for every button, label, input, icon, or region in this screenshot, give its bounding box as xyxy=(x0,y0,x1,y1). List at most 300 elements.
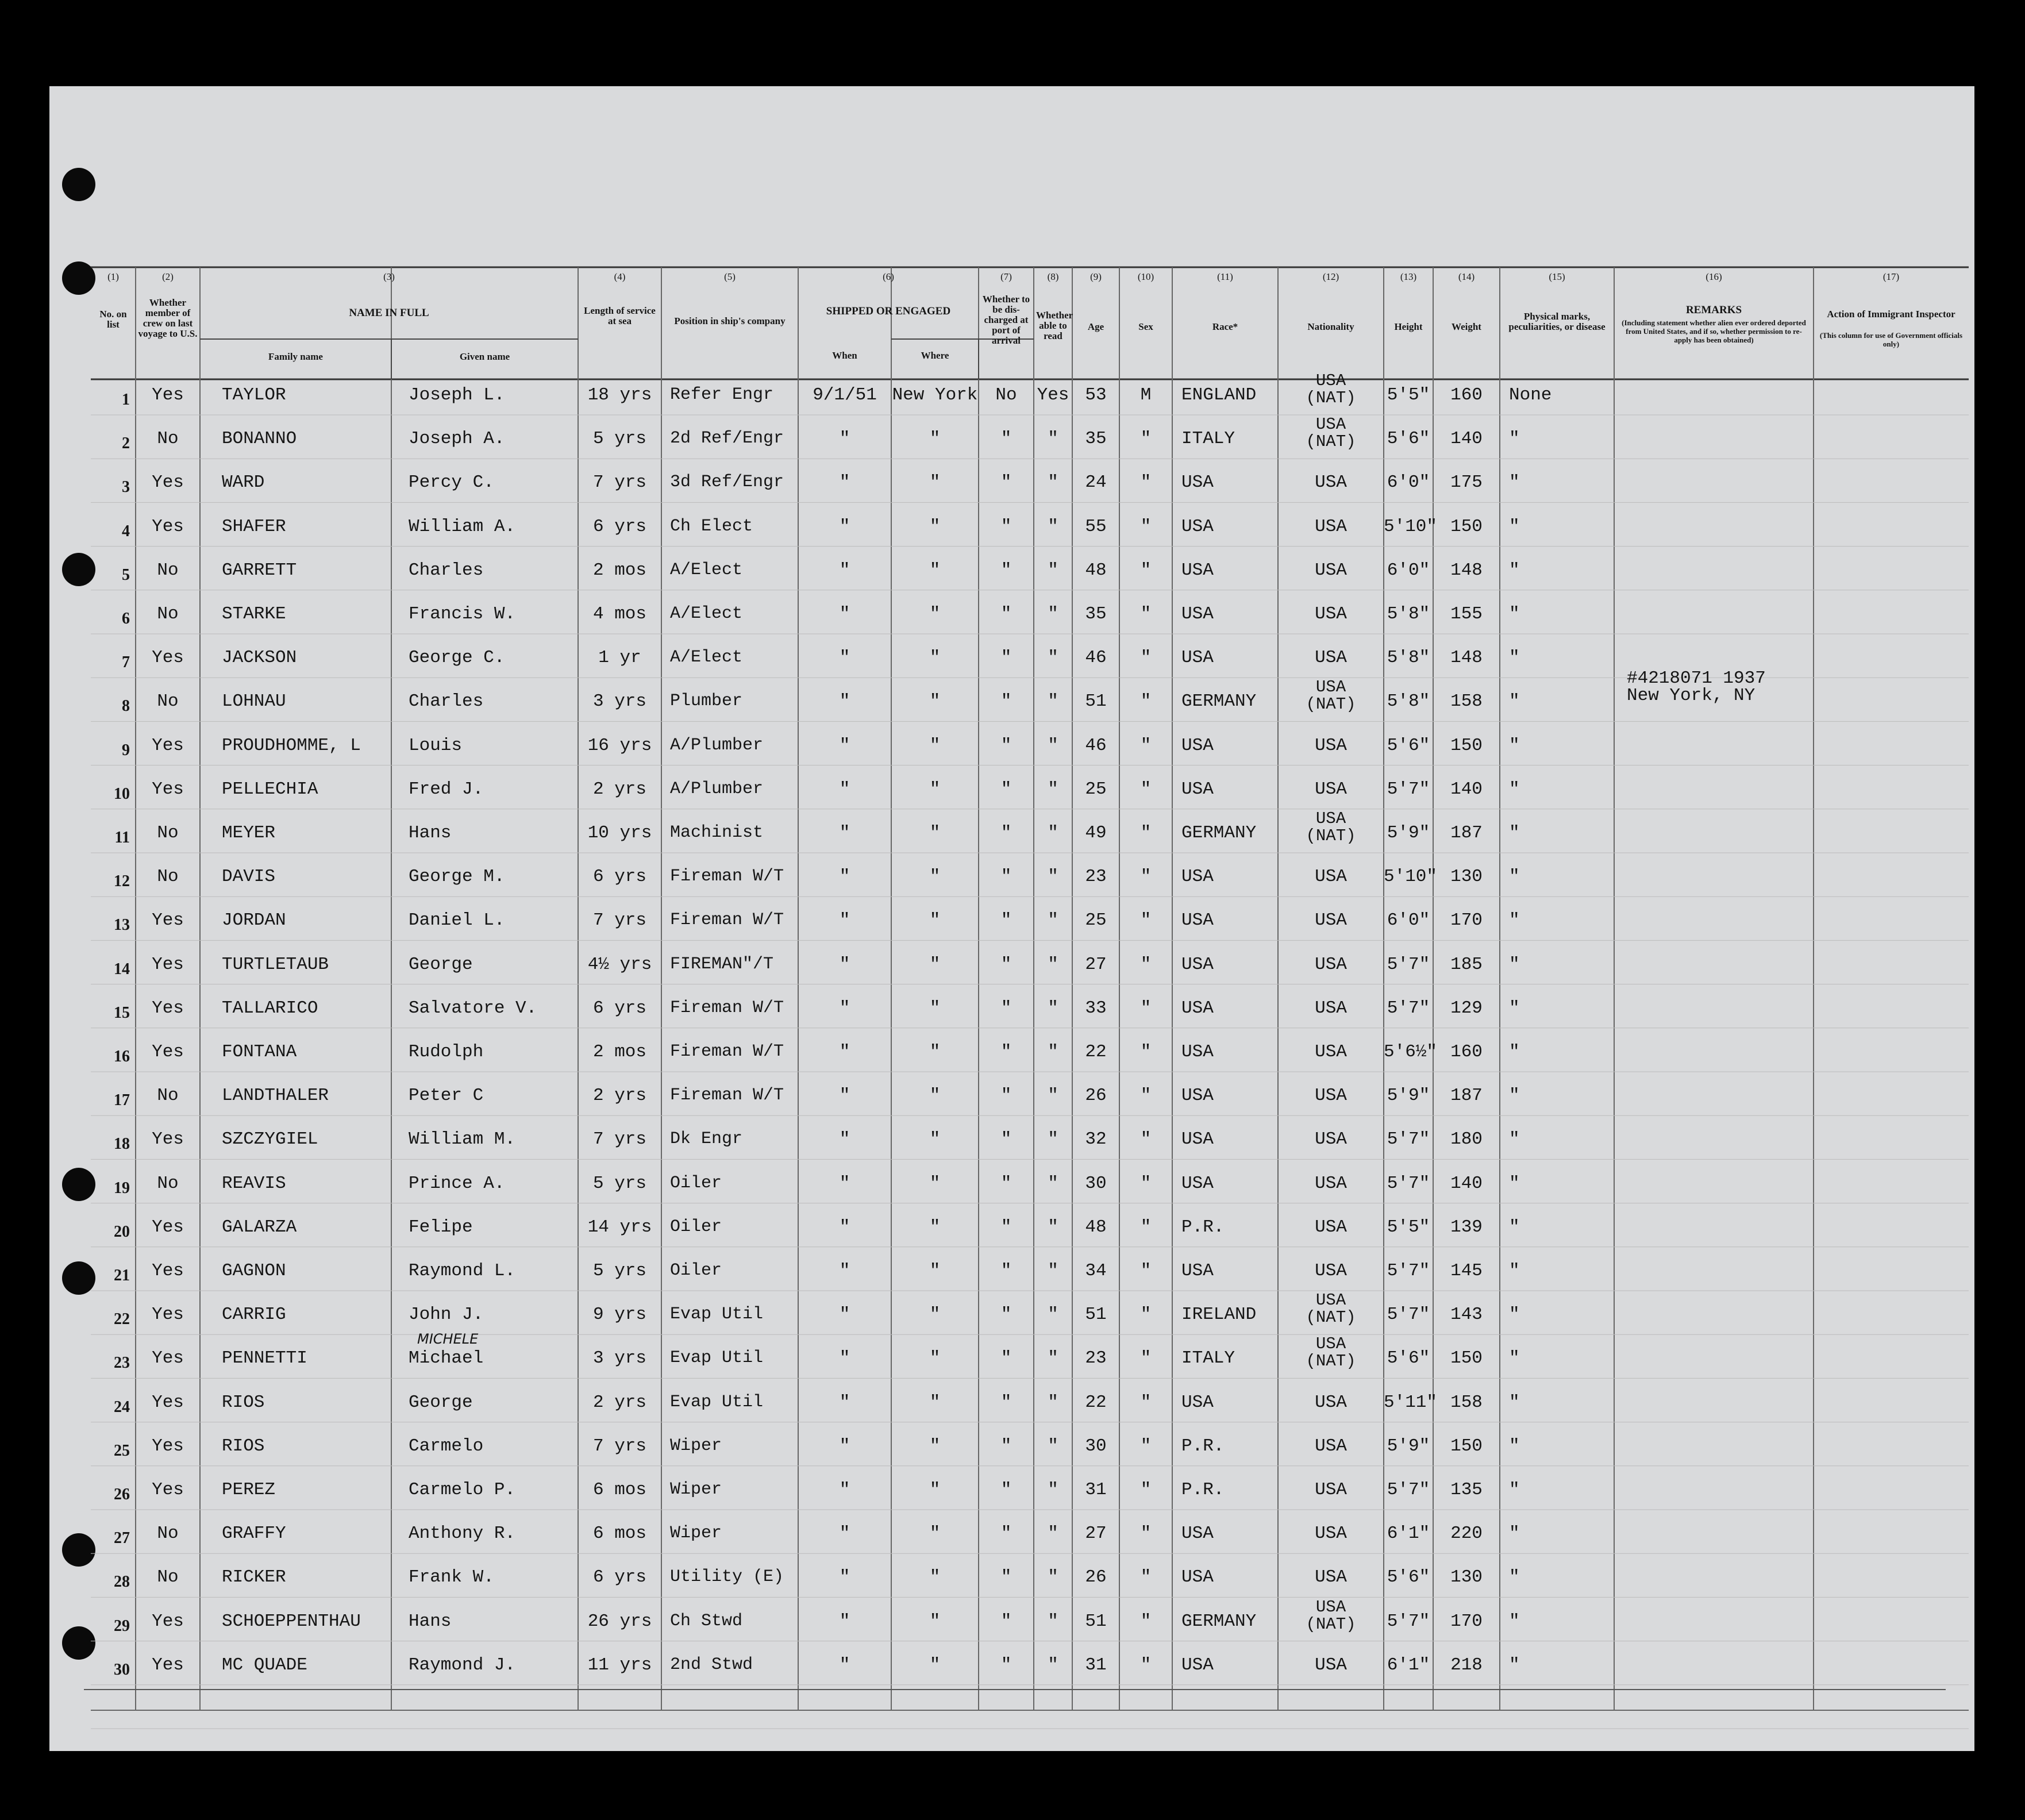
height: 6'0" xyxy=(1387,472,1430,493)
sex: " xyxy=(1140,1392,1152,1413)
shipped-where: " xyxy=(929,1611,941,1632)
nationality: USA xyxy=(1315,1173,1347,1194)
height: 5'9" xyxy=(1387,1436,1430,1456)
able-to-read: Yes xyxy=(1037,385,1069,405)
last-voyage: Yes xyxy=(152,998,184,1018)
able-to-read: " xyxy=(1048,1436,1058,1456)
nationality: USA xyxy=(1315,1523,1347,1544)
age: 22 xyxy=(1085,1392,1107,1413)
position: Evap Util xyxy=(670,1392,764,1412)
given-name: Hans xyxy=(409,1611,452,1632)
position: A/Elect xyxy=(670,648,743,668)
able-to-read: " xyxy=(1048,604,1058,624)
race: ENGLAND xyxy=(1181,385,1257,405)
given-name: John J. xyxy=(409,1305,484,1325)
able-to-read: " xyxy=(1048,1348,1058,1369)
physical-marks: " xyxy=(1509,1086,1520,1106)
shipped-where: New York xyxy=(892,385,978,405)
physical-marks: " xyxy=(1509,560,1520,580)
nationality: USA xyxy=(1315,648,1347,668)
service-length: 2 mos xyxy=(592,560,646,580)
discharged: " xyxy=(1000,954,1012,975)
family-name: TAYLOR xyxy=(222,385,286,405)
weight: 187 xyxy=(1450,823,1483,843)
family-name: FONTANA xyxy=(222,1042,297,1062)
header-given-name: Given name xyxy=(459,351,510,362)
race: USA xyxy=(1181,1523,1214,1544)
age: 24 xyxy=(1085,472,1107,493)
shipped-when: " xyxy=(839,691,850,712)
family-name: MC QUADE xyxy=(222,1654,307,1675)
physical-marks: " xyxy=(1509,1129,1520,1150)
weight: 143 xyxy=(1450,1305,1483,1325)
row-number: 9 xyxy=(122,741,130,759)
family-name: LOHNAU xyxy=(222,691,286,712)
shipped-when: " xyxy=(839,1261,850,1281)
sex: " xyxy=(1140,1086,1152,1106)
given-name: Francis W. xyxy=(409,604,516,624)
row-number: 20 xyxy=(114,1222,130,1241)
last-voyage: No xyxy=(157,823,179,843)
shipped-where: " xyxy=(929,998,941,1018)
able-to-read: " xyxy=(1048,648,1058,668)
last-voyage: No xyxy=(157,1173,179,1194)
height: 5'9" xyxy=(1387,1086,1430,1106)
shipped-when: " xyxy=(839,1042,850,1062)
weight: 170 xyxy=(1450,910,1483,931)
shipped-when: " xyxy=(839,735,850,756)
nationality: USA xyxy=(1315,1042,1347,1062)
given-name: Carmelo P. xyxy=(409,1480,516,1500)
height: 5'11" xyxy=(1384,1392,1438,1413)
height: 6'1" xyxy=(1387,1654,1430,1675)
able-to-read: " xyxy=(1048,867,1058,887)
height: 5'5" xyxy=(1387,385,1430,405)
race: USA xyxy=(1181,1086,1214,1106)
given-name: Michael xyxy=(409,1348,484,1369)
row-number: 18 xyxy=(114,1135,130,1153)
given-name: Joseph A. xyxy=(409,429,505,449)
race: USA xyxy=(1181,1261,1214,1281)
position: A/Elect xyxy=(670,560,743,580)
position: 2nd Stwd xyxy=(670,1654,753,1675)
shipped-when: " xyxy=(839,1305,850,1325)
shipped-when: " xyxy=(839,472,850,493)
given-name: George M. xyxy=(409,867,505,887)
sex: " xyxy=(1140,1173,1152,1194)
header-c3: NAME IN FULL xyxy=(349,307,429,319)
weight: 160 xyxy=(1450,385,1483,405)
family-name: BONANNO xyxy=(222,429,297,449)
sex: " xyxy=(1140,1217,1152,1237)
nationality: USA xyxy=(1315,1291,1346,1310)
nationality: USA xyxy=(1315,1086,1347,1106)
family-name: GARRETT xyxy=(222,560,297,580)
given-name: Daniel L. xyxy=(409,910,505,931)
physical-marks: " xyxy=(1509,1611,1520,1632)
weight: 170 xyxy=(1450,1611,1483,1632)
row-number: 15 xyxy=(114,1003,130,1022)
discharged: " xyxy=(1000,516,1012,537)
row-number: 7 xyxy=(122,653,130,672)
physical-marks: " xyxy=(1509,998,1520,1018)
discharged: " xyxy=(1000,910,1012,931)
shipped-where: " xyxy=(929,1261,941,1281)
physical-marks: " xyxy=(1509,516,1520,537)
nationality: USA xyxy=(1315,604,1347,624)
shipped-where: " xyxy=(929,1086,941,1106)
row-number: 8 xyxy=(122,697,130,715)
nationality: USA xyxy=(1315,1597,1346,1617)
race: USA xyxy=(1181,779,1214,799)
position: Fireman W/T xyxy=(670,1086,784,1106)
position: Evap Util xyxy=(670,1348,764,1368)
sex: " xyxy=(1140,823,1152,843)
remarks-line-1: #4218071 1937 xyxy=(1627,668,1766,689)
discharged: " xyxy=(1000,560,1012,580)
sex: " xyxy=(1140,867,1152,887)
race: USA xyxy=(1181,1392,1214,1413)
height: 5'6" xyxy=(1387,1348,1430,1369)
race: USA xyxy=(1181,472,1214,493)
last-voyage: Yes xyxy=(152,1129,184,1150)
last-voyage: Yes xyxy=(152,1348,184,1369)
service-length: 7 yrs xyxy=(592,472,646,493)
shipped-where: " xyxy=(929,1129,941,1150)
shipped-where: " xyxy=(929,1654,941,1675)
header-c10: Sex xyxy=(1138,321,1153,332)
shipped-when: " xyxy=(839,1129,850,1150)
age: 30 xyxy=(1085,1436,1107,1456)
race: USA xyxy=(1181,516,1214,537)
service-length: 26 yrs xyxy=(587,1611,652,1632)
physical-marks: " xyxy=(1509,1217,1520,1237)
position: A/Plumber xyxy=(670,735,764,755)
weight: 130 xyxy=(1450,1567,1483,1588)
sex: " xyxy=(1140,1129,1152,1150)
age: 31 xyxy=(1085,1480,1107,1500)
sex: " xyxy=(1140,1611,1152,1632)
nationality: USA xyxy=(1315,1129,1347,1150)
header-number-c11: (11) xyxy=(1217,271,1233,282)
position: Fireman W/T xyxy=(670,910,784,930)
able-to-read: " xyxy=(1048,1086,1058,1106)
shipped-when: 9/1/51 xyxy=(813,385,877,405)
shipped-when: " xyxy=(839,1523,850,1544)
service-length: 9 yrs xyxy=(592,1305,646,1325)
discharged: " xyxy=(1000,1305,1012,1325)
height: 5'8" xyxy=(1387,648,1430,668)
family-name: JACKSON xyxy=(222,648,297,668)
height: 5'6" xyxy=(1387,429,1430,449)
nationality: USA xyxy=(1315,560,1347,580)
discharged: " xyxy=(1000,1654,1012,1675)
family-name: JORDAN xyxy=(222,910,286,931)
shipped-when: " xyxy=(839,1173,850,1194)
row-number: 30 xyxy=(114,1660,130,1679)
discharged: " xyxy=(1000,1129,1012,1150)
row-number: 21 xyxy=(114,1267,130,1284)
given-name: Charles xyxy=(409,691,484,712)
last-voyage: Yes xyxy=(152,1392,184,1413)
sex: " xyxy=(1140,472,1152,493)
last-voyage: Yes xyxy=(152,910,184,931)
able-to-read: " xyxy=(1048,735,1058,756)
age: 49 xyxy=(1085,823,1107,843)
header-c2: Whether member of crew on last voyage to U.S. xyxy=(138,297,198,339)
header-when: When xyxy=(832,350,857,361)
service-length: 5 yrs xyxy=(592,429,646,449)
able-to-read: " xyxy=(1048,1611,1058,1632)
shipped-where: " xyxy=(929,1523,941,1544)
header-number-c3: (3) xyxy=(383,271,395,282)
last-voyage: No xyxy=(157,604,179,624)
last-voyage: Yes xyxy=(152,779,184,799)
height: 5'7" xyxy=(1387,1480,1430,1500)
able-to-read: " xyxy=(1048,823,1058,843)
shipped-where: " xyxy=(929,1480,941,1500)
shipped-where: " xyxy=(929,910,941,931)
given-name: Frank W. xyxy=(409,1567,494,1588)
physical-marks: " xyxy=(1509,867,1520,887)
family-name: REAVIS xyxy=(222,1173,286,1194)
position: Utility (E) xyxy=(670,1567,784,1587)
physical-marks: " xyxy=(1509,472,1520,493)
shipped-where: " xyxy=(929,691,941,712)
row-number: 12 xyxy=(114,872,130,891)
sex: " xyxy=(1140,516,1152,537)
physical-marks: " xyxy=(1509,735,1520,756)
physical-marks: " xyxy=(1509,910,1520,931)
weight: 187 xyxy=(1450,1086,1483,1106)
shipped-where: " xyxy=(929,1567,941,1588)
weight: 135 xyxy=(1450,1480,1483,1500)
race: GERMANY xyxy=(1181,1611,1257,1632)
discharged: " xyxy=(1000,691,1012,712)
sex: " xyxy=(1140,429,1152,449)
header-where: Where xyxy=(921,350,949,361)
nationality: USA xyxy=(1315,998,1347,1018)
shipped-where: " xyxy=(929,867,941,887)
service-length: 6 mos xyxy=(592,1523,646,1544)
family-name: CARRIG xyxy=(222,1305,286,1325)
last-voyage: No xyxy=(157,1523,179,1544)
race: USA xyxy=(1181,1129,1214,1150)
age: 48 xyxy=(1085,560,1107,580)
physical-marks: " xyxy=(1509,1173,1520,1194)
shipped-where: " xyxy=(929,648,941,668)
able-to-read: " xyxy=(1048,1654,1058,1675)
header-number-c12: (12) xyxy=(1322,271,1339,282)
race: USA xyxy=(1181,954,1214,975)
discharged: " xyxy=(1000,998,1012,1018)
nationality: USA xyxy=(1315,1654,1347,1675)
header-number-c5: (5) xyxy=(724,271,736,282)
age: 51 xyxy=(1085,1305,1107,1325)
service-length: 2 yrs xyxy=(592,1086,646,1106)
weight: 148 xyxy=(1450,560,1483,580)
nationality: USA xyxy=(1315,910,1347,931)
given-name: George C. xyxy=(409,648,505,668)
nationality-status: (NAT) xyxy=(1306,1352,1356,1371)
last-voyage: Yes xyxy=(152,1042,184,1062)
height: 5'6½" xyxy=(1384,1042,1438,1062)
given-name: Rudolph xyxy=(409,1042,484,1062)
able-to-read: " xyxy=(1048,1042,1058,1062)
discharged: " xyxy=(1000,472,1012,493)
discharged: " xyxy=(1000,867,1012,887)
shipped-where: " xyxy=(929,735,941,756)
nationality: USA xyxy=(1315,954,1347,975)
shipped-where: " xyxy=(929,1348,941,1369)
weight: 185 xyxy=(1450,954,1483,975)
sex: " xyxy=(1140,648,1152,668)
physical-marks: " xyxy=(1509,1436,1520,1456)
given-name: Raymond J. xyxy=(409,1654,516,1675)
row-number: 27 xyxy=(114,1529,130,1548)
row-number: 17 xyxy=(114,1091,130,1110)
age: 23 xyxy=(1085,867,1107,887)
physical-marks: " xyxy=(1509,779,1520,799)
row-number: 14 xyxy=(114,960,130,978)
physical-marks: " xyxy=(1509,429,1520,449)
race: USA xyxy=(1181,1654,1214,1675)
row-number: 23 xyxy=(114,1354,130,1372)
age: 27 xyxy=(1085,1523,1107,1544)
nationality: USA xyxy=(1315,1480,1347,1500)
race: USA xyxy=(1181,910,1214,931)
physical-marks: " xyxy=(1509,691,1520,712)
position: Ch Elect xyxy=(670,516,753,536)
header-remarks-sub: (Including statement whether alien ever ordered deported from United States, and if so, whether permission to re-apply has been obtained) xyxy=(1622,318,1806,344)
height: 5'7" xyxy=(1387,1305,1430,1325)
age: 48 xyxy=(1085,1217,1107,1237)
family-name: GRAFFY xyxy=(222,1523,286,1544)
race: ITALY xyxy=(1181,1348,1235,1369)
shipped-when: " xyxy=(839,998,850,1018)
position: Ch Stwd xyxy=(670,1611,743,1631)
race: USA xyxy=(1181,560,1214,580)
physical-marks: " xyxy=(1509,648,1520,668)
position: Wiper xyxy=(670,1480,722,1499)
row-number: 24 xyxy=(114,1398,130,1416)
family-name: RIOS xyxy=(222,1436,265,1456)
shipped-when: " xyxy=(839,823,850,843)
given-name-correction: MICHELE xyxy=(417,1331,479,1348)
sex: " xyxy=(1140,1348,1152,1369)
header-c11: Race* xyxy=(1212,321,1238,332)
shipped-where: " xyxy=(929,1217,941,1237)
last-voyage: Yes xyxy=(152,954,184,975)
position: Oiler xyxy=(670,1261,722,1280)
discharged: " xyxy=(1000,1042,1012,1062)
age: 51 xyxy=(1085,691,1107,712)
able-to-read: " xyxy=(1048,998,1058,1018)
discharged: " xyxy=(1000,779,1012,799)
last-voyage: No xyxy=(157,1567,179,1588)
header-c5: Position in ship's company xyxy=(674,315,786,326)
service-length: 4½ yrs xyxy=(587,954,652,975)
last-voyage: No xyxy=(157,1086,179,1106)
family-name: PEREZ xyxy=(222,1480,276,1500)
position: FIREMAN"/T xyxy=(670,954,774,974)
shipped-when: " xyxy=(839,954,850,975)
nationality-status: (NAT) xyxy=(1306,1614,1356,1634)
header-c1: No. on list xyxy=(99,309,127,330)
row-number: 3 xyxy=(122,478,130,497)
family-name: RICKER xyxy=(222,1567,286,1588)
weight: 160 xyxy=(1450,1042,1483,1062)
nationality: USA xyxy=(1315,1567,1347,1588)
able-to-read: " xyxy=(1048,472,1058,493)
row-number: 4 xyxy=(122,522,130,540)
given-name: Carmelo xyxy=(409,1436,484,1456)
nationality: USA xyxy=(1315,1261,1347,1281)
age: 26 xyxy=(1085,1567,1107,1588)
header-number-c14: (14) xyxy=(1458,271,1475,282)
able-to-read: " xyxy=(1048,1129,1058,1150)
discharged: " xyxy=(1000,1217,1012,1237)
sex: " xyxy=(1140,560,1152,580)
header-number-c1: (1) xyxy=(107,271,119,282)
race: USA xyxy=(1181,1042,1214,1062)
weight: 139 xyxy=(1450,1217,1483,1237)
weight: 140 xyxy=(1450,429,1483,449)
last-voyage: Yes xyxy=(152,385,184,405)
physical-marks: " xyxy=(1509,1567,1520,1588)
sex: M xyxy=(1140,385,1152,405)
discharged: " xyxy=(1000,1173,1012,1194)
sex: " xyxy=(1140,691,1152,712)
age: 22 xyxy=(1085,1042,1107,1062)
row-number: 5 xyxy=(122,565,130,584)
age: 30 xyxy=(1085,1173,1107,1194)
physical-marks: " xyxy=(1509,1042,1520,1062)
height: 6'0" xyxy=(1387,910,1430,931)
nationality-status: (NAT) xyxy=(1306,432,1356,452)
family-name: STARKE xyxy=(222,604,286,624)
able-to-read: " xyxy=(1048,1392,1058,1413)
header-number-c10: (10) xyxy=(1137,271,1154,282)
row-number: 19 xyxy=(114,1179,130,1197)
given-name: Anthony R. xyxy=(409,1523,516,1544)
last-voyage: Yes xyxy=(152,1217,184,1237)
able-to-read: " xyxy=(1048,1217,1058,1237)
last-voyage: Yes xyxy=(152,1261,184,1281)
physical-marks: " xyxy=(1509,1523,1520,1544)
header-number-c7: (7) xyxy=(1000,271,1012,282)
shipped-when: " xyxy=(839,1567,850,1588)
position: A/Plumber xyxy=(670,779,764,799)
weight: 158 xyxy=(1450,691,1483,712)
age: 27 xyxy=(1085,954,1107,975)
height: 5'7" xyxy=(1387,998,1430,1018)
row-number: 28 xyxy=(114,1573,130,1591)
service-length: 2 yrs xyxy=(592,1392,646,1413)
position: 3d Ref/Engr xyxy=(670,472,784,492)
discharged: " xyxy=(1000,1611,1012,1632)
discharged: " xyxy=(1000,823,1012,843)
able-to-read: " xyxy=(1048,1261,1058,1281)
race: GERMANY xyxy=(1181,823,1257,843)
discharged: " xyxy=(1000,735,1012,756)
nationality: USA xyxy=(1315,516,1347,537)
age: 33 xyxy=(1085,998,1107,1018)
race: USA xyxy=(1181,998,1214,1018)
header-family-name: Family name xyxy=(268,351,323,362)
given-name: Felipe xyxy=(409,1217,473,1237)
service-length: 7 yrs xyxy=(592,1436,646,1456)
